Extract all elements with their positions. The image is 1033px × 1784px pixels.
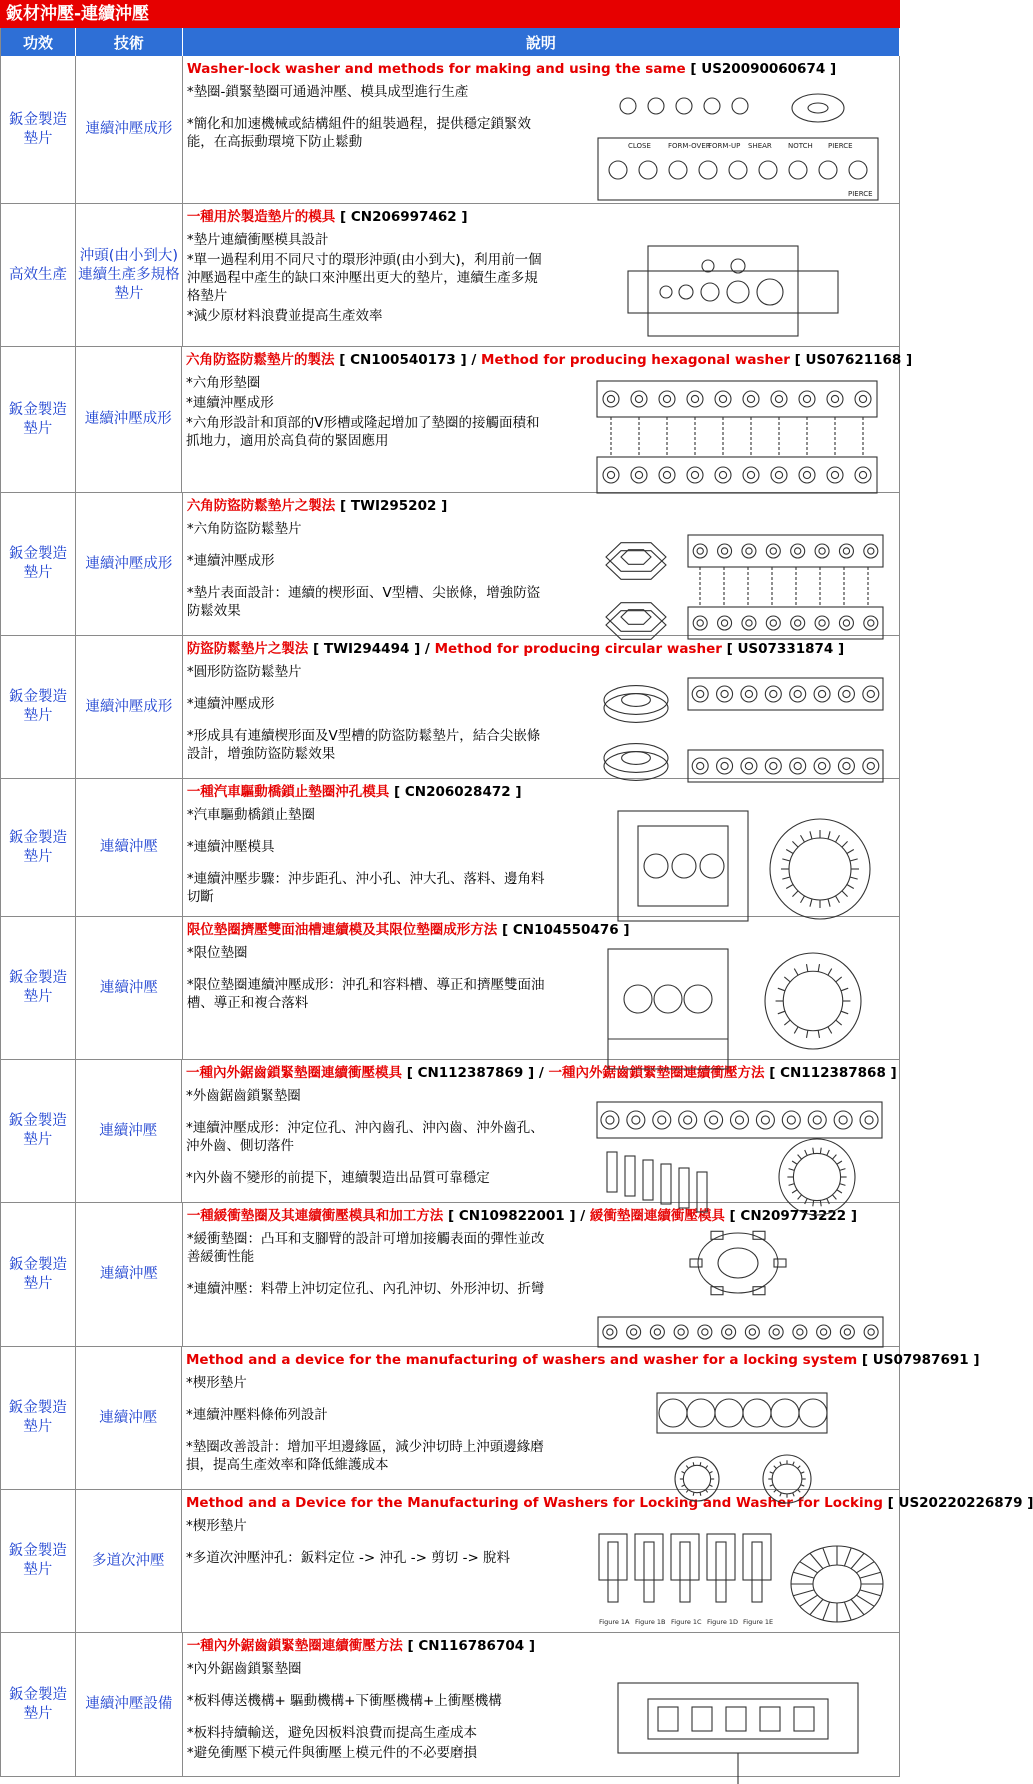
figure-label: PIERCE [827, 142, 853, 150]
patent-number: [ CN112387869 ] / [402, 1065, 549, 1081]
figure-label: FORM-OVER [667, 142, 711, 150]
patent-number: [ CN112387868 ] [764, 1065, 897, 1081]
patent-name: Method for producing circular washer [434, 641, 722, 657]
bullet-list [187, 1660, 547, 1762]
patent-name: 六角防盜防鬆墊片的製法 [186, 352, 335, 368]
patent-number: [ CN206028472 ] [389, 784, 522, 800]
bullet-item: *墊片連續衝壓模具設計 [186, 232, 329, 248]
description-cell [183, 1203, 900, 1346]
table-row [1, 56, 900, 204]
bullet-list [187, 944, 547, 1012]
technology-cell: 連續沖壓 [76, 1203, 183, 1346]
description-cell [183, 636, 900, 778]
patent-title [187, 921, 895, 940]
bullet-item: *限位墊圈連續沖壓成形：沖孔和容料槽、導正和擠壓雙面油槽、導正和複合落料 [186, 977, 545, 1011]
patent-figure-svg [588, 226, 888, 343]
table-row [1, 1347, 980, 1490]
bullet-item: *六角形設計和頂部的V形槽或隆起增加了墊圈的接觸面積和抓地力，適用於高負荷的緊固應用 [186, 415, 540, 449]
bullet-item: *連續沖壓：料帶上沖切定位孔、內孔沖切、外形沖切、折彎 [186, 1281, 545, 1297]
bullet-item: *楔形墊片 [186, 1518, 247, 1534]
function-cell: 鈑金製造墊片 [1, 1203, 76, 1346]
technology-cell: 連續沖壓成形 [76, 636, 183, 778]
function-cell: 鈑金製造墊片 [1, 1490, 76, 1632]
bullet-item: *墊片表面設計：連續的楔形面、V型槽、尖嵌條，增強防盜防鬆效果 [186, 585, 541, 619]
patent-figure-svg [588, 939, 888, 1056]
patent-figure-svg [588, 515, 888, 632]
bullet-item: *避免衝壓下模元件與衝壓上模元件的不必要磨損 [186, 1745, 478, 1761]
patent-figure-drawing [597, 381, 877, 493]
patent-figure [588, 1655, 888, 1773]
patent-figure [587, 1369, 887, 1486]
description-cell [183, 1633, 900, 1776]
bullet-item: *連續沖壓料條佈列設計 [186, 1407, 328, 1423]
patent-figure-svg [587, 369, 887, 489]
figure-label: NOTCH [787, 142, 813, 150]
bullet-list [187, 806, 547, 906]
patent-figure-drawing [597, 1102, 882, 1215]
patent-figure-drawing [628, 246, 838, 336]
patent-title [187, 640, 895, 659]
function-cell: 鈑金製造墊片 [1, 636, 76, 778]
figure-label: Figure 1D [707, 1618, 739, 1626]
table-body [1, 56, 1033, 1777]
patent-name: 一種內外鋸齒鎖緊墊圈連續衝壓方法 [548, 1065, 765, 1081]
bullet-item: *墊圈-鎖緊墊圈可通過沖壓、模具成型進行生產 [186, 84, 469, 100]
description-cell [183, 917, 900, 1059]
bullet-item: *連續沖壓成形 [186, 553, 275, 569]
technology-cell: 連續沖壓 [76, 1347, 182, 1489]
patent-title [186, 351, 913, 370]
bullet-item: *限位墊圈 [186, 945, 248, 961]
technology-cell: 連續沖壓設備 [76, 1633, 183, 1776]
patent-figure-svg [588, 658, 888, 775]
function-cell: 鈑金製造墊片 [1, 493, 76, 635]
table-row [1, 1060, 900, 1203]
patent-figure [588, 515, 888, 632]
bullet-item: *多道次沖壓沖孔：鈑料定位 -> 沖孔 -> 剪切 -> 脫料 [186, 1550, 511, 1566]
patent-number: [ CN104550476 ] [497, 922, 630, 938]
figure-label: Figure 1B [635, 1618, 666, 1626]
header-func: 功效 [1, 28, 76, 56]
patent-number: [ CN109822001 ] / [443, 1208, 590, 1224]
function-cell: 高效生產 [1, 204, 76, 346]
patent-figure [588, 801, 888, 913]
patent-figure-drawing [618, 811, 870, 921]
patent-figure-drawing [606, 535, 883, 639]
patent-figure-drawing [618, 1683, 858, 1784]
patent-title [186, 1351, 980, 1370]
patent-figure-drawing [657, 1393, 827, 1503]
bullet-list [186, 374, 546, 450]
bullet-item: *墊圈改善設計：增加平坦邊緣區，減少沖切時上沖頭邊緣磨損，提高生產效率和降低維護成本 [186, 1439, 544, 1473]
patent-name: 限位墊圈擠壓雙面油槽連續模及其限位墊圈成形方法 [186, 922, 498, 938]
technology-cell: 多道次沖壓 [76, 1490, 182, 1632]
bullet-item: *緩衝墊圈：凸耳和支腳臂的設計可增加接觸表面的彈性並改善緩衝性能 [186, 1231, 545, 1265]
patent-figure [588, 1225, 888, 1343]
function-cell: 鈑金製造墊片 [1, 779, 76, 916]
patent-figure-svg [588, 801, 888, 913]
patent-name: 一種用於製造墊片的模具 [186, 209, 336, 225]
patent-title [187, 60, 895, 79]
description-cell [183, 493, 900, 635]
patent-figure [588, 226, 888, 343]
patent-figure [587, 1082, 887, 1199]
patent-number: [ US07621168 ] [789, 352, 913, 368]
technology-cell: 連續沖壓成形 [76, 347, 182, 492]
patent-figure [588, 658, 888, 775]
bullet-item: *六角防盜防鬆墊片 [186, 521, 302, 537]
patent-number: [ US07987691 ] [857, 1352, 980, 1368]
bullet-list [187, 83, 547, 151]
table-row [1, 1633, 900, 1777]
function-cell: 鈑金製造墊片 [1, 1347, 76, 1489]
table-row [1, 636, 900, 779]
bullet-item: *單一過程利用不同尺寸的環形沖頭(由小到大)，利用前一個沖壓過程中產生的缺口來沖壓出更大的墊片，連續生產多規格墊片 [186, 252, 542, 304]
function-cell: 鈑金製造墊片 [1, 917, 76, 1059]
figure-label: SHEAR [747, 142, 772, 150]
patent-figure [587, 1512, 887, 1629]
table-row [1, 204, 900, 347]
bullet-item: *圓形防盜防鬆墊片 [186, 664, 302, 680]
bullet-item: *連續沖壓成形 [186, 696, 275, 712]
patent-name: Method and a Device for the Manufacturing of Washers for Locking and Washer for Locking [186, 1495, 883, 1511]
figure-label: FORM-UP [707, 142, 741, 150]
table-row [1, 917, 900, 1060]
patent-number: [ US20220226879 ] [882, 1495, 1033, 1511]
description-cell [182, 1060, 900, 1202]
bullet-item: *連續沖壓成形：沖定位孔、沖內齒孔、沖內齒、沖外齒孔、沖外齒、側切落件 [186, 1120, 544, 1154]
patent-figure [587, 369, 887, 489]
figure-label: Figure 1A [599, 1618, 630, 1626]
table-row [1, 347, 913, 493]
function-cell: 鈑金製造墊片 [1, 56, 76, 203]
patent-number: [ US07331874 ] [721, 641, 845, 657]
table-row [1, 779, 900, 917]
patent-title [187, 1637, 895, 1656]
technology-cell: 連續沖壓成形 [76, 56, 183, 203]
description-cell [183, 204, 900, 346]
bullet-item: *板料傳送機構+ 驅動機構+下衝壓機構+上衝壓機構 [186, 1693, 502, 1709]
function-cell: 鈑金製造墊片 [1, 1060, 76, 1202]
patent-table [0, 28, 1033, 1777]
patent-number: [ TWI295202 ] [335, 498, 448, 514]
patent-title [186, 1064, 895, 1083]
patent-name: 一種緩衝墊圈及其連續衝壓模具和加工方法 [186, 1208, 444, 1224]
bullet-item: *連續沖壓成形 [186, 395, 274, 411]
figure-label: Figure 1C [671, 1618, 702, 1626]
bullet-item: *六角形墊圈 [186, 375, 261, 391]
bullet-item: *形成具有連續楔形面及V型槽的防盜防鬆墊片，結合尖嵌條設計，增強防盜防鬆效果 [186, 728, 541, 762]
description-cell [182, 1347, 980, 1489]
patent-figure-svg [587, 1082, 887, 1199]
patent-name: 一種汽車驅動橋鎖止墊圈沖孔模具 [186, 784, 390, 800]
patent-number: [ US20090060674 ] [685, 61, 837, 77]
patent-name: 六角防盜防鬆墊片之製法 [186, 498, 336, 514]
patent-title [187, 497, 895, 516]
description-cell [183, 56, 900, 203]
bullet-list [186, 1087, 546, 1187]
technology-cell: 連續沖壓成形 [76, 493, 183, 635]
patent-number: [ CN209773222 ] [724, 1208, 858, 1224]
patent-number: [ CN206997462 ] [335, 209, 468, 225]
figure-label: CLOSE [627, 142, 651, 150]
patent-figure-svg [587, 1369, 887, 1486]
patent-name: Method and a device for the manufacturing of washers and washer for a locking system [186, 1352, 858, 1368]
bullet-list [187, 520, 547, 620]
bullet-list [186, 1517, 546, 1567]
table-row [1, 493, 900, 636]
bullet-item: *楔形墊片 [186, 1375, 247, 1391]
bullet-list [187, 1230, 547, 1298]
patent-figure-svg [588, 1655, 888, 1773]
header-desc: 說明 [183, 28, 900, 56]
bullet-item: *連續沖壓模具 [186, 839, 275, 855]
bullet-item: *減少原材料浪費並提高生產效率 [186, 308, 383, 324]
patent-title [187, 208, 895, 227]
patent-figure-drawing [598, 94, 878, 200]
patent-title [187, 1207, 895, 1226]
table-header [1, 28, 900, 56]
function-cell: 鈑金製造墊片 [1, 347, 76, 492]
figure-label: PIERCE [847, 190, 873, 198]
patent-figure-drawing [604, 678, 883, 782]
patent-title [187, 783, 895, 802]
header-tech: 技術 [76, 28, 183, 56]
bullet-item: *連續沖壓步驟：沖步距孔、沖小孔、沖大孔、落料、邊角料切斷 [186, 871, 545, 905]
patent-name: 防盜防鬆墊片之製法 [186, 641, 309, 657]
function-cell: 鈑金製造墊片 [1, 1633, 76, 1776]
patent-figure-drawing [598, 1231, 883, 1347]
bullet-item: *內外鋸齒鎖緊墊圈 [186, 1661, 302, 1677]
patent-figure-svg [588, 78, 888, 200]
patent-figure [588, 78, 888, 200]
description-cell [182, 1490, 1033, 1632]
bullet-item: *汽車驅動橋鎖止墊圈 [186, 807, 316, 823]
patent-number: [ CN100540173 ] / [334, 352, 482, 368]
table-row [1, 1203, 900, 1347]
patent-figure-drawing [599, 1534, 883, 1626]
technology-cell: 沖頭(由小到大)連續生產多規格墊片 [76, 204, 183, 346]
patent-figure [588, 939, 888, 1056]
technology-cell: 連續沖壓 [76, 779, 183, 916]
patent-figure-svg [587, 1512, 887, 1629]
bullet-item: *簡化和加速機械或結構組件的組裝過程，提供穩定鎖緊效能，在高振動環境下防止鬆動 [186, 116, 532, 150]
bullet-list [187, 663, 547, 763]
description-cell [182, 347, 913, 492]
figure-label: Figure 1E [743, 1618, 774, 1626]
patent-name: Washer-lock washer and methods for making and using the same [186, 61, 686, 77]
table-row [1, 1490, 1033, 1633]
bullet-list [186, 1374, 546, 1474]
bullet-list [187, 231, 547, 325]
bullet-item: *板料持續輸送，避免因板料浪費而提高生產成本 [186, 1725, 478, 1741]
patent-figure-svg [588, 1225, 888, 1343]
description-cell [183, 779, 900, 916]
patent-number: [ CN116786704 ] [402, 1638, 535, 1654]
patent-figure-drawing [608, 949, 861, 1069]
patent-title [186, 1494, 1033, 1513]
bullet-item: *外齒鋸齒鎖緊墊圈 [186, 1088, 301, 1104]
patent-name: Method for producing hexagonal washer [481, 352, 790, 368]
technology-cell: 連續沖壓 [76, 1060, 182, 1202]
technology-cell: 連續沖壓 [76, 917, 183, 1059]
page-title: 鈑材沖壓-連續沖壓 [0, 0, 900, 28]
patent-name: 緩衝墊圈連續衝壓模具 [589, 1208, 725, 1224]
bullet-item: *內外齒不變形的前提下，連續製造出品質可靠穩定 [186, 1170, 490, 1186]
patent-name: 一種內外鋸齒鎖緊墊圈連續衝壓模具 [186, 1065, 402, 1081]
patent-name: 一種內外鋸齒鎖緊墊圈連續衝壓方法 [186, 1638, 403, 1654]
patent-number: [ TWI294494 ] / [308, 641, 435, 657]
